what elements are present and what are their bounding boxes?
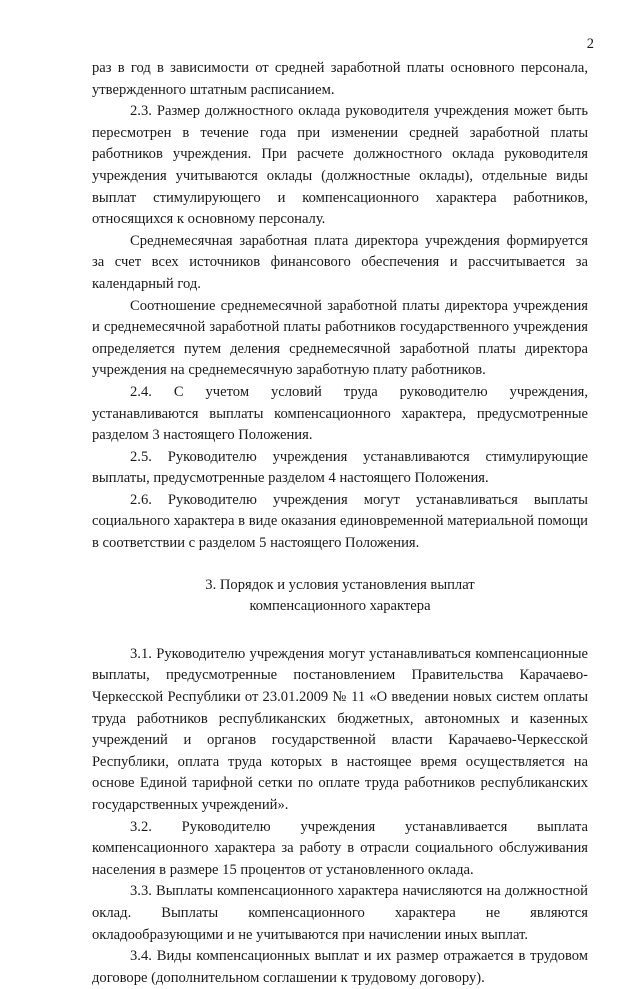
paragraph-3-2: 3.2. Руководителю учреждения устанавливается выплата компенсационного характера за работу в отрасли социального обслуживания населения в размере 15 процентов от установленного оклада. (92, 818, 588, 878)
paragraph-3-4: 3.4. Виды компенсационных выплат и их размер отражается в трудовом договоре (дополнительном соглашении к трудовому договору). (92, 948, 588, 986)
paragraph-director-salary: Среднемесячная заработная плата директора учреждения формируется за счет всех источников финансового обеспечения и рассчитывается за календарный год. (92, 232, 588, 292)
paragraph-3-1: 3.1. Руководителю учреждения могут устанавливаться компенсационные выплаты, предусмотренные постановлением Правительства Карачаево-Черкесской Республики от 23.01.2009 № 11 «О введении новых систем оплаты труда работников республиканских бюджетных, автономных и казенных учреждений и органов государственной власти Карачаево-Черкесской Республики, оплата труда которых в настоящее время осуществляется на основе Единой тарифной сетки по оплате труда работников республиканских государственных учреждений». (92, 645, 588, 813)
page-number: 2 (586, 36, 594, 52)
paragraph-2-3: 2.3. Размер должностного оклада руководителя учреждения может быть пересмотрен в течение года при изменении средней заработной платы работников учреждения. При расчете должностного оклада руководителя учреждения учитываются оклады (должностные оклады), отдельные виды выплат стимулирующего и компенсационного характера работников, относящихся к основному персоналу. (92, 103, 588, 228)
paragraph-2-4: 2.4. С учетом условий труда руководителю учреждения, устанавливаются выплаты компенсационного характера, предусмотренные разделом 3 настоящего Положения. (92, 383, 588, 444)
paragraph-2-5: 2.5. Руководителю учреждения устанавливаются стимулирующие выплаты, предусмотренные разделом 4 настоящего Положения. (92, 448, 588, 487)
section-heading (92, 575, 588, 618)
document-page (92, 0, 594, 986)
section-heading-line-1: 3. Порядок и условия установления выплат (205, 576, 475, 593)
paragraph-continuation: раз в год в зависимости от средней заработной платы основного персонала, утвержденного штатным расписанием. (92, 60, 588, 98)
paragraph-3-3: 3.3. Выплаты компенсационного характера начисляются на должностной оклад. Выплаты компенсационного характера не являются окладообразующими и не учитываются при начислении иных выплат. (92, 883, 588, 943)
paragraph-salary-ratio: Соотношение среднемесячной заработной платы директора учреждения и среднемесячной заработной платы работников государственного учреждения определяется путем деления среднемесячной заработной платы директора учреждения на среднемесячную заработную плату работников. (92, 297, 588, 379)
document-body (92, 58, 588, 989)
paragraph-2-6: 2.6. Руководителю учреждения могут устанавливаться выплаты социального характера в виде оказания единовременной материальной помощи в соответствии с разделом 5 настоящего Положения. (92, 491, 588, 552)
section-heading-line-2: компенсационного характера (249, 598, 431, 615)
